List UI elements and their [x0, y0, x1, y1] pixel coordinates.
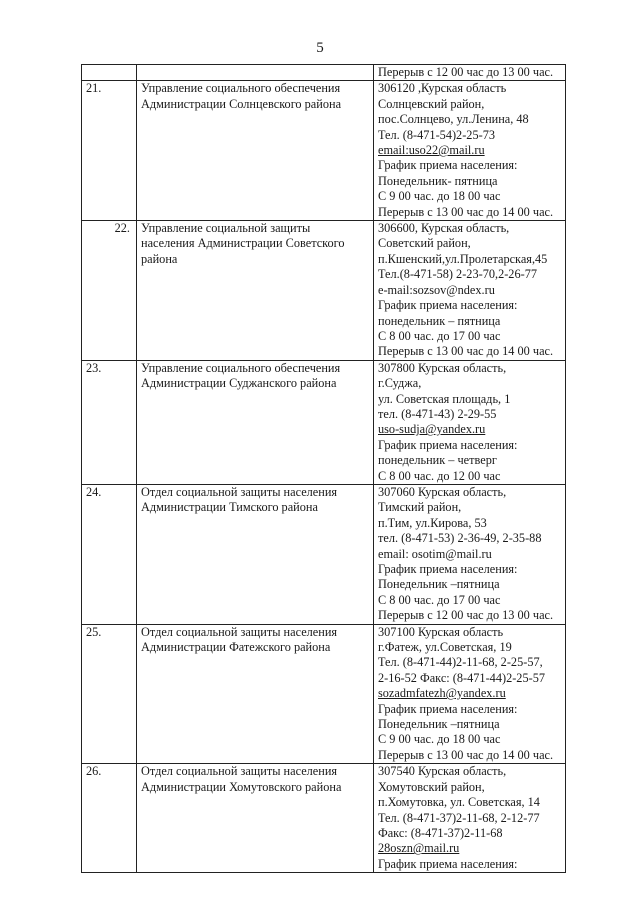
contact-info-cell	[374, 81, 566, 221]
organization-name-cell	[137, 65, 374, 81]
address-line: п.Хомутовка, ул. Советская, 14	[378, 795, 540, 810]
phone-line: тел. (8-471-43) 2-29-55	[378, 406, 497, 421]
contact-line: Перерыв с 12 00 час до 13 00 час.	[378, 65, 554, 79]
organization-name-line: района	[141, 251, 178, 266]
address-line: Хомутовский район,	[378, 779, 485, 794]
organization-name-line: Администрации Солнцевского района	[141, 96, 342, 111]
email-link[interactable]: sozadmfatezh@yandex.ru	[378, 686, 506, 701]
schedule-hours: С 8 00 час. до 17 00 час	[378, 328, 501, 343]
organization-name-line: Администрации Фатежского района	[141, 640, 331, 655]
address-line: Советский район,	[378, 236, 471, 251]
schedule-break: Перерыв с 13 00 час до 14 00 час.	[378, 204, 554, 219]
table-row-22	[82, 221, 566, 361]
schedule-break: Перерыв с 13 00 час до 14 00 час.	[378, 747, 554, 762]
organization-name-line: Отдел социальной защиты населения	[141, 484, 338, 499]
row-number: 24.	[82, 484, 137, 624]
schedule-hours: С 8 00 час. до 17 00 час	[378, 592, 501, 607]
organization-name-line: Управление социального обеспечения	[141, 81, 341, 96]
contact-info-cell	[374, 360, 566, 484]
schedule-break: Перерыв с 12 00 час до 13 00 час.	[378, 608, 554, 623]
postal-address-line: 307540 Курская область,	[378, 764, 507, 779]
schedule-hours: С 8 00 час. до 12 00 час	[378, 468, 501, 483]
postal-address-line: 306600, Курская область,	[378, 221, 510, 236]
row-number: 22.	[82, 221, 137, 361]
schedule-heading: График приема населения:	[378, 856, 518, 871]
email-line	[378, 547, 561, 562]
table-row-23	[82, 360, 566, 484]
contact-info-cell	[374, 484, 566, 624]
email-text[interactable]: email: osotim@mail.ru	[378, 546, 492, 561]
postal-address-line: 307100 Курская область	[378, 624, 504, 639]
schedule-hours: С 9 00 час. до 18 00 час	[378, 732, 501, 747]
organization-name-line: Управление социальной защиты	[141, 221, 311, 236]
schedule-days: Понедельник- пятница	[378, 173, 498, 188]
schedule-days: понедельник – четверг	[378, 453, 497, 468]
fax-line: Факс: (8-471-37)2-11-68	[378, 825, 503, 840]
schedule-heading: График приема населения:	[378, 158, 518, 173]
email-link[interactable]: email:uso22@mail.ru	[378, 143, 485, 158]
schedule-heading: График приема населения:	[378, 562, 518, 576]
organization-name-cell	[137, 764, 374, 873]
organization-name-line: Отдел социальной защиты населения	[141, 764, 338, 779]
address-line: Солнцевский район,	[378, 96, 485, 111]
table-row-25	[82, 624, 566, 764]
row-number: 25.	[82, 624, 137, 764]
social-services-table	[81, 64, 566, 873]
schedule-hours: С 9 00 час. до 18 00 час	[378, 189, 501, 204]
row-number-cell	[82, 65, 137, 81]
schedule-days: Понедельник –пятница	[378, 717, 500, 732]
organization-name-line: Администрации Тимского района	[141, 500, 318, 515]
organization-name-cell	[137, 624, 374, 764]
contact-info-cell	[374, 764, 566, 873]
postal-address-line: 307800 Курская область,	[378, 360, 507, 375]
organization-name-cell	[137, 81, 374, 221]
table-row-26	[82, 764, 566, 873]
postal-address-line: 306120 ,Курская область	[378, 81, 507, 96]
table-row-24	[82, 484, 566, 624]
organization-name-line: Администрации Суджанского района	[141, 376, 337, 391]
row-number: 23.	[82, 360, 137, 484]
phone-line: Тел.(8-471-58) 2-23-70,2-26-77	[378, 267, 537, 282]
contact-info-cell	[374, 624, 566, 764]
organization-name-cell	[137, 221, 374, 361]
address-line: г.Суджа,	[378, 376, 422, 391]
address-line: пос.Солнцево, ул.Ленина, 48	[378, 112, 529, 127]
address-line: п.Кшенский,ул.Пролетарская,45	[378, 251, 548, 266]
schedule-days: понедельник – пятница	[378, 313, 501, 328]
email-line: e-mail:sozsov@ndex.ru	[378, 282, 495, 297]
organization-name-line: Администрации Хомутовского района	[141, 779, 342, 794]
schedule-heading: График приема населения:	[378, 701, 518, 716]
contact-info-cell	[374, 65, 566, 81]
page-number: 5	[316, 40, 324, 56]
schedule-break: Перерыв с 13 00 час до 14 00 час.	[378, 344, 554, 359]
organization-name-cell	[137, 484, 374, 624]
fax-line: 2-16-52 Факс: (8-471-44)2-25-57	[378, 670, 545, 685]
row-number: 26.	[82, 764, 137, 873]
phone-line: тел. (8-471-53) 2-36-49, 2-35-88	[378, 531, 542, 546]
organization-name-line: населения Администрации Советского	[141, 236, 345, 251]
email-link[interactable]: 28oszn@mail.ru	[378, 841, 460, 856]
schedule-heading: График приема населения:	[378, 298, 518, 313]
phone-line: Тел. (8-471-37)2-11-68, 2-12-77	[378, 810, 540, 825]
address-line: п.Тим, ул.Кирова, 53	[378, 515, 487, 530]
address-line: ул. Советская площадь, 1	[378, 391, 511, 406]
table-row-continued	[82, 65, 566, 81]
organization-name-cell	[137, 360, 374, 484]
phone-line: Тел. (8-471-44)2-11-68, 2-25-57,	[378, 655, 543, 670]
schedule-heading: График приема населения:	[378, 437, 518, 452]
organization-name-line: Отдел социальной защиты населения	[141, 624, 338, 639]
contact-info-cell	[374, 221, 566, 361]
postal-address-line: 307060 Курская область,	[378, 484, 507, 499]
row-number: 21.	[82, 81, 137, 221]
email-link[interactable]: uso-sudja@yandex.ru	[378, 422, 486, 437]
address-line: Тимский район,	[378, 500, 462, 515]
table-row-21	[82, 81, 566, 221]
address-line: г.Фатеж, ул.Советская, 19	[378, 640, 512, 655]
phone-line: Тел. (8-471-54)2-25-73	[378, 127, 495, 142]
schedule-days: Понедельник –пятница	[378, 577, 500, 592]
organization-name-line: Управление социального обеспечения	[141, 360, 341, 375]
